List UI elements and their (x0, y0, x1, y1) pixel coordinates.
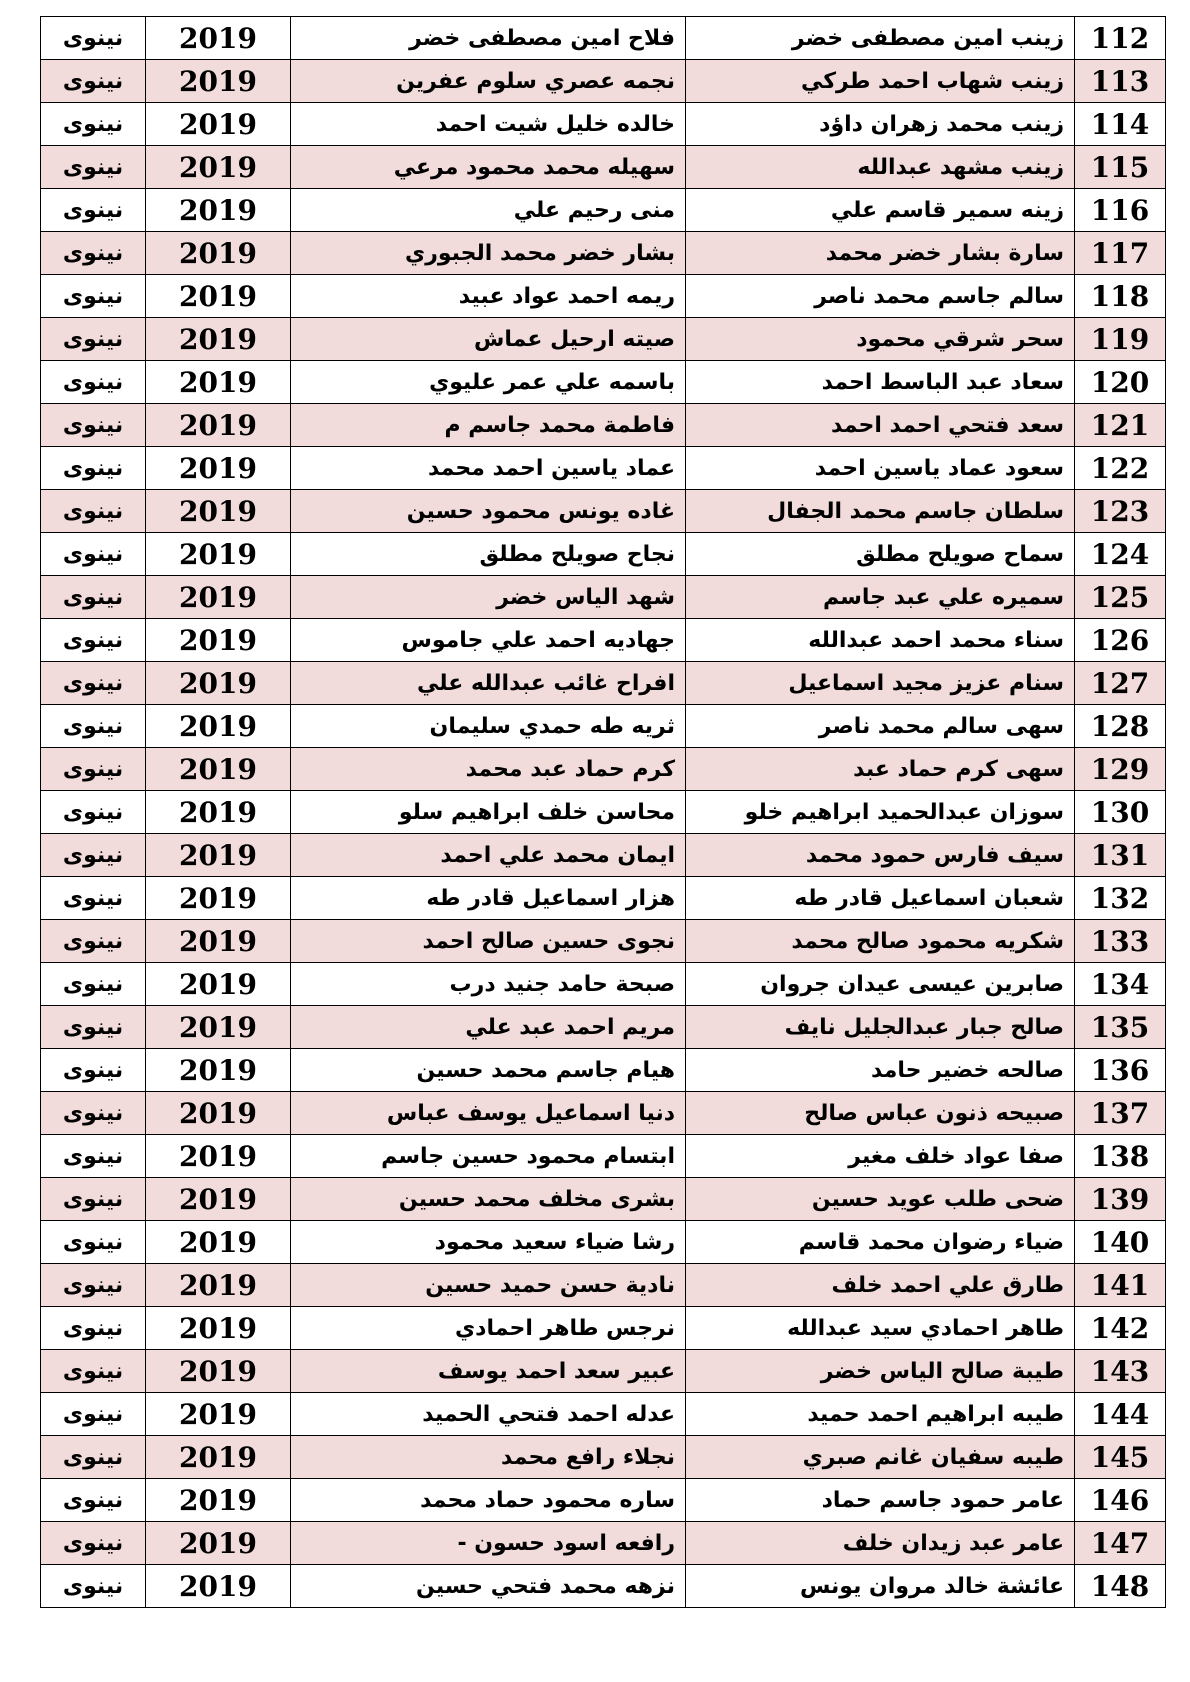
table-row (41, 1307, 1166, 1350)
mother-name-cell: بشار خضر محمد الجبوري (291, 232, 686, 275)
governorate-cell: نينوى (41, 1522, 146, 1565)
governorate-cell: نينوى (41, 1307, 146, 1350)
table-row (41, 834, 1166, 877)
table-row (41, 1264, 1166, 1307)
mother-name-cell: عماد ياسين احمد محمد (291, 447, 686, 490)
person-name-cell: سماح صويلح مطلق (686, 533, 1075, 576)
person-name-cell: صالحه خضير حامد (686, 1049, 1075, 1092)
year-cell: 2019 (146, 619, 291, 662)
governorate-cell: نينوى (41, 963, 146, 1006)
table-row (41, 662, 1166, 705)
year-cell: 2019 (146, 1049, 291, 1092)
governorate-cell: نينوى (41, 748, 146, 791)
governorate-cell: نينوى (41, 1393, 146, 1436)
governorate-cell: نينوى (41, 490, 146, 533)
year-cell: 2019 (146, 60, 291, 103)
person-name-cell: سميره علي عبد جاسم (686, 576, 1075, 619)
mother-name-cell: نرجس طاهر احمادي (291, 1307, 686, 1350)
table-row (41, 1436, 1166, 1479)
mother-name-cell: رافعه اسود حسون - (291, 1522, 686, 1565)
year-cell: 2019 (146, 533, 291, 576)
mother-name-cell: صيته ارحيل عماش (291, 318, 686, 361)
year-cell: 2019 (146, 705, 291, 748)
serial-number-cell: 131 (1075, 834, 1166, 877)
serial-number-cell: 125 (1075, 576, 1166, 619)
table-row (41, 447, 1166, 490)
person-name-cell: طارق علي احمد خلف (686, 1264, 1075, 1307)
person-name-cell: صفا عواد خلف مغير (686, 1135, 1075, 1178)
governorate-cell: نينوى (41, 60, 146, 103)
year-cell: 2019 (146, 404, 291, 447)
governorate-cell: نينوى (41, 189, 146, 232)
person-name-cell: سارة بشار خضر محمد (686, 232, 1075, 275)
year-cell: 2019 (146, 1522, 291, 1565)
year-cell: 2019 (146, 103, 291, 146)
year-cell: 2019 (146, 1436, 291, 1479)
person-name-cell: عامر عبد زيدان خلف (686, 1522, 1075, 1565)
mother-name-cell: نجوى حسين صالح احمد (291, 920, 686, 963)
serial-number-cell: 114 (1075, 103, 1166, 146)
year-cell: 2019 (146, 1307, 291, 1350)
year-cell: 2019 (146, 146, 291, 189)
serial-number-cell: 121 (1075, 404, 1166, 447)
year-cell: 2019 (146, 275, 291, 318)
year-cell: 2019 (146, 17, 291, 60)
serial-number-cell: 115 (1075, 146, 1166, 189)
serial-number-cell: 128 (1075, 705, 1166, 748)
person-name-cell: سيف فارس حمود محمد (686, 834, 1075, 877)
governorate-cell: نينوى (41, 1565, 146, 1608)
person-name-cell: ضياء رضوان محمد قاسم (686, 1221, 1075, 1264)
serial-number-cell: 116 (1075, 189, 1166, 232)
mother-name-cell: نجلاء رافع محمد (291, 1436, 686, 1479)
person-name-cell: صالح جبار عبدالجليل نايف (686, 1006, 1075, 1049)
mother-name-cell: ثريه طه حمدي سليمان (291, 705, 686, 748)
table-row (41, 748, 1166, 791)
serial-number-cell: 132 (1075, 877, 1166, 920)
mother-name-cell: ريمه احمد عواد عبيد (291, 275, 686, 318)
table-row (41, 1006, 1166, 1049)
table-row (41, 533, 1166, 576)
year-cell: 2019 (146, 576, 291, 619)
mother-name-cell: نادية حسن حميد حسين (291, 1264, 686, 1307)
governorate-cell: نينوى (41, 232, 146, 275)
serial-number-cell: 126 (1075, 619, 1166, 662)
mother-name-cell: محاسن خلف ابراهيم سلو (291, 791, 686, 834)
person-name-cell: صبيحه ذنون عباس صالح (686, 1092, 1075, 1135)
year-cell: 2019 (146, 318, 291, 361)
mother-name-cell: بشرى مخلف محمد حسين (291, 1178, 686, 1221)
person-name-cell: زينب امين مصطفى خضر (686, 17, 1075, 60)
mother-name-cell: خالده خليل شيت احمد (291, 103, 686, 146)
governorate-cell: نينوى (41, 318, 146, 361)
year-cell: 2019 (146, 490, 291, 533)
mother-name-cell: سهيله محمد محمود مرعي (291, 146, 686, 189)
serial-number-cell: 119 (1075, 318, 1166, 361)
serial-number-cell: 117 (1075, 232, 1166, 275)
mother-name-cell: فاطمة محمد جاسم م (291, 404, 686, 447)
person-name-cell: ضحى طلب عويد حسين (686, 1178, 1075, 1221)
mother-name-cell: افراح غائب عبدالله علي (291, 662, 686, 705)
governorate-cell: نينوى (41, 361, 146, 404)
person-name-cell: عائشة خالد مروان يونس (686, 1565, 1075, 1608)
governorate-cell: نينوى (41, 619, 146, 662)
serial-number-cell: 129 (1075, 748, 1166, 791)
person-name-cell: سوزان عبدالحميد ابراهيم خلو (686, 791, 1075, 834)
governorate-cell: نينوى (41, 447, 146, 490)
person-name-cell: سلطان جاسم محمد الجفال (686, 490, 1075, 533)
mother-name-cell: نجمه عصري سلوم عفرين (291, 60, 686, 103)
year-cell: 2019 (146, 1092, 291, 1135)
serial-number-cell: 138 (1075, 1135, 1166, 1178)
mother-name-cell: جهاديه احمد علي جاموس (291, 619, 686, 662)
table-row (41, 963, 1166, 1006)
person-name-cell: سحر شرقي محمود (686, 318, 1075, 361)
person-name-cell: زينه سمير قاسم علي (686, 189, 1075, 232)
serial-number-cell: 140 (1075, 1221, 1166, 1264)
governorate-cell: نينوى (41, 275, 146, 318)
table-row (41, 490, 1166, 533)
year-cell: 2019 (146, 1264, 291, 1307)
serial-number-cell: 137 (1075, 1092, 1166, 1135)
year-cell: 2019 (146, 834, 291, 877)
serial-number-cell: 141 (1075, 1264, 1166, 1307)
governorate-cell: نينوى (41, 920, 146, 963)
mother-name-cell: ساره محمود حماد محمد (291, 1479, 686, 1522)
person-name-cell: زينب محمد زهران داؤد (686, 103, 1075, 146)
mother-name-cell: كرم حماد عبد محمد (291, 748, 686, 791)
year-cell: 2019 (146, 361, 291, 404)
year-cell: 2019 (146, 920, 291, 963)
table-row (41, 318, 1166, 361)
serial-number-cell: 135 (1075, 1006, 1166, 1049)
table-row (41, 1479, 1166, 1522)
table-row (41, 146, 1166, 189)
year-cell: 2019 (146, 189, 291, 232)
serial-number-cell: 122 (1075, 447, 1166, 490)
person-name-cell: طيبة صالح الياس خضر (686, 1350, 1075, 1393)
year-cell: 2019 (146, 447, 291, 490)
governorate-cell: نينوى (41, 146, 146, 189)
mother-name-cell: غاده يونس محمود حسين (291, 490, 686, 533)
table-row (41, 1221, 1166, 1264)
table-row (41, 1522, 1166, 1565)
year-cell: 2019 (146, 1178, 291, 1221)
table-row (41, 619, 1166, 662)
year-cell: 2019 (146, 963, 291, 1006)
governorate-cell: نينوى (41, 1178, 146, 1221)
governorate-cell: نينوى (41, 791, 146, 834)
table-row (41, 17, 1166, 60)
person-name-cell: سالم جاسم محمد ناصر (686, 275, 1075, 318)
year-cell: 2019 (146, 662, 291, 705)
table-row (41, 1565, 1166, 1608)
table-row (41, 1350, 1166, 1393)
serial-number-cell: 112 (1075, 17, 1166, 60)
governorate-cell: نينوى (41, 103, 146, 146)
governorate-cell: نينوى (41, 576, 146, 619)
mother-name-cell: باسمه علي عمر عليوي (291, 361, 686, 404)
person-name-cell: طيبه سفيان غانم صبري (686, 1436, 1075, 1479)
mother-name-cell: شهد الياس خضر (291, 576, 686, 619)
table-row (41, 1092, 1166, 1135)
governorate-cell: نينوى (41, 834, 146, 877)
table-row (41, 232, 1166, 275)
person-name-cell: زينب مشهد عبدالله (686, 146, 1075, 189)
mother-name-cell: صبحة حامد جنيد درب (291, 963, 686, 1006)
serial-number-cell: 147 (1075, 1522, 1166, 1565)
person-name-cell: سنام عزيز مجيد اسماعيل (686, 662, 1075, 705)
mother-name-cell: هيام جاسم محمد حسين (291, 1049, 686, 1092)
year-cell: 2019 (146, 877, 291, 920)
person-name-cell: سعد فتحي احمد احمد (686, 404, 1075, 447)
names-table (40, 16, 1166, 1608)
mother-name-cell: هزار اسماعيل قادر طه (291, 877, 686, 920)
governorate-cell: نينوى (41, 1479, 146, 1522)
year-cell: 2019 (146, 1350, 291, 1393)
table-row (41, 920, 1166, 963)
person-name-cell: سهى كرم حماد عبد (686, 748, 1075, 791)
table-row (41, 1135, 1166, 1178)
table-row (41, 877, 1166, 920)
person-name-cell: طاهر احمادي سيد عبدالله (686, 1307, 1075, 1350)
governorate-cell: نينوى (41, 1436, 146, 1479)
serial-number-cell: 113 (1075, 60, 1166, 103)
table-row (41, 1393, 1166, 1436)
governorate-cell: نينوى (41, 533, 146, 576)
serial-number-cell: 143 (1075, 1350, 1166, 1393)
person-name-cell: سعود عماد ياسين احمد (686, 447, 1075, 490)
serial-number-cell: 148 (1075, 1565, 1166, 1608)
mother-name-cell: عدله احمد فتحي الحميد (291, 1393, 686, 1436)
governorate-cell: نينوى (41, 705, 146, 748)
serial-number-cell: 145 (1075, 1436, 1166, 1479)
year-cell: 2019 (146, 791, 291, 834)
mother-name-cell: رشا ضياء سعيد محمود (291, 1221, 686, 1264)
person-name-cell: سناء محمد احمد عبدالله (686, 619, 1075, 662)
serial-number-cell: 124 (1075, 533, 1166, 576)
table-row (41, 705, 1166, 748)
mother-name-cell: ايمان محمد علي احمد (291, 834, 686, 877)
governorate-cell: نينوى (41, 1350, 146, 1393)
serial-number-cell: 120 (1075, 361, 1166, 404)
governorate-cell: نينوى (41, 404, 146, 447)
table-row (41, 189, 1166, 232)
governorate-cell: نينوى (41, 1092, 146, 1135)
table-row (41, 103, 1166, 146)
governorate-cell: نينوى (41, 1221, 146, 1264)
serial-number-cell: 123 (1075, 490, 1166, 533)
governorate-cell: نينوى (41, 17, 146, 60)
serial-number-cell: 133 (1075, 920, 1166, 963)
governorate-cell: نينوى (41, 662, 146, 705)
person-name-cell: صابرين عيسى عيدان جروان (686, 963, 1075, 1006)
table-row (41, 361, 1166, 404)
year-cell: 2019 (146, 1135, 291, 1178)
mother-name-cell: ابتسام محمود حسين جاسم (291, 1135, 686, 1178)
year-cell: 2019 (146, 232, 291, 275)
year-cell: 2019 (146, 748, 291, 791)
table-row (41, 791, 1166, 834)
table-row (41, 1178, 1166, 1221)
person-name-cell: زينب شهاب احمد طركي (686, 60, 1075, 103)
year-cell: 2019 (146, 1393, 291, 1436)
serial-number-cell: 144 (1075, 1393, 1166, 1436)
serial-number-cell: 139 (1075, 1178, 1166, 1221)
table-row (41, 576, 1166, 619)
mother-name-cell: نزهه محمد فتحي حسين (291, 1565, 686, 1608)
serial-number-cell: 134 (1075, 963, 1166, 1006)
mother-name-cell: منى رحيم علي (291, 189, 686, 232)
person-name-cell: طيبه ابراهيم احمد حميد (686, 1393, 1075, 1436)
table-row (41, 275, 1166, 318)
governorate-cell: نينوى (41, 1264, 146, 1307)
serial-number-cell: 130 (1075, 791, 1166, 834)
serial-number-cell: 118 (1075, 275, 1166, 318)
serial-number-cell: 146 (1075, 1479, 1166, 1522)
table-row (41, 1049, 1166, 1092)
mother-name-cell: نجاح صويلح مطلق (291, 533, 686, 576)
year-cell: 2019 (146, 1565, 291, 1608)
table-body (41, 17, 1166, 1608)
person-name-cell: شعبان اسماعيل قادر طه (686, 877, 1075, 920)
person-name-cell: سهى سالم محمد ناصر (686, 705, 1075, 748)
person-name-cell: سعاد عبد الباسط احمد (686, 361, 1075, 404)
mother-name-cell: دنيا اسماعيل يوسف عباس (291, 1092, 686, 1135)
serial-number-cell: 127 (1075, 662, 1166, 705)
person-name-cell: شكريه محمود صالح محمد (686, 920, 1075, 963)
table-row (41, 60, 1166, 103)
serial-number-cell: 136 (1075, 1049, 1166, 1092)
mother-name-cell: فلاح امين مصطفى خضر (291, 17, 686, 60)
governorate-cell: نينوى (41, 1049, 146, 1092)
year-cell: 2019 (146, 1006, 291, 1049)
table-row (41, 404, 1166, 447)
governorate-cell: نينوى (41, 1135, 146, 1178)
year-cell: 2019 (146, 1479, 291, 1522)
year-cell: 2019 (146, 1221, 291, 1264)
serial-number-cell: 142 (1075, 1307, 1166, 1350)
person-name-cell: عامر حمود جاسم حماد (686, 1479, 1075, 1522)
mother-name-cell: مريم احمد عبد علي (291, 1006, 686, 1049)
governorate-cell: نينوى (41, 1006, 146, 1049)
mother-name-cell: عبير سعد احمد يوسف (291, 1350, 686, 1393)
governorate-cell: نينوى (41, 877, 146, 920)
